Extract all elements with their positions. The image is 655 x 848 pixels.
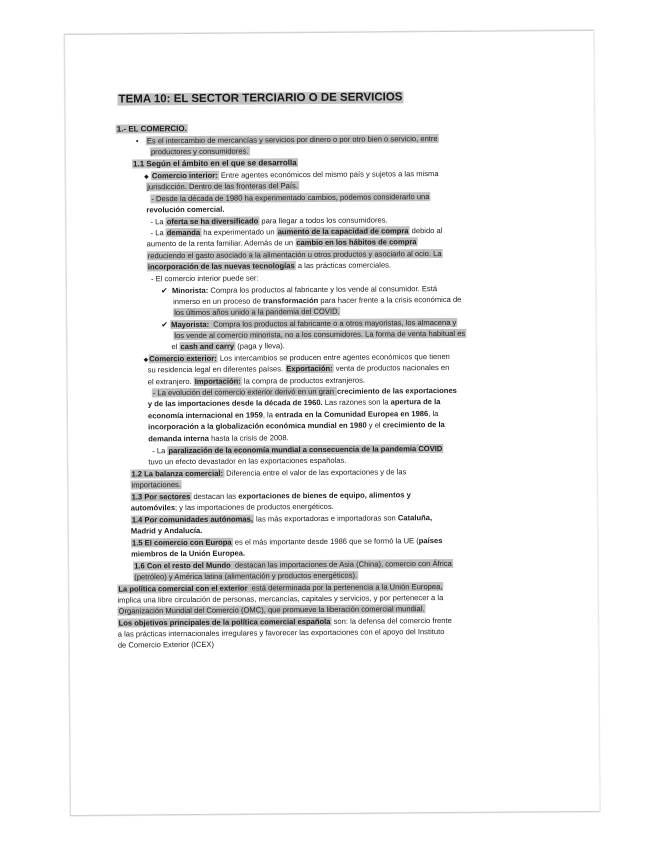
interior-demanda-1: - La demanda ha experimentado un aumento de la capacidad de compra debido al xyxy=(150,226,443,238)
exterior-paralizacion-1: - La paralización de la economía mundial a consecuencia de la pandemia COVID xyxy=(152,444,443,456)
interior-puede-ser: - El comercio interior puede ser: xyxy=(150,273,259,284)
interior-oferta: - La oferta se ha diversificado para llegar a todos los consumidores. xyxy=(150,215,388,227)
mundo-line-2: (petróleo) y América latina (alimentación y productos energéticos). xyxy=(134,570,358,582)
politica-line-3: Organización Mundial del Comercio (OMC), que promueve la liberación comercial mundial. xyxy=(118,604,425,616)
exterior-evolucion-2: y de las importaciones desde la década de 1960. Las razones son la apertura de la xyxy=(147,397,441,409)
definition-line-1: • Es el intercambio de mercancías y servicios por dinero o por otro bien o servicio, entre xyxy=(135,134,438,146)
mayorista-line-3: el cash and carry (paga y lleva). xyxy=(171,341,285,352)
politica-line-1: La política comercial con el exterior está determinada por la pertenencia a la Unión Europea, xyxy=(118,582,443,594)
politica-line-2: implica una libre circulación de personas, mercancías, capitales y servicios, y por pertenecer a la xyxy=(117,593,444,605)
interior-demanda-2: aumento de la renta familiar. Además de un cambio en los hábitos de compra xyxy=(146,237,417,249)
exterior-evolucion-1: - La evolución del comercio exterior derivó en un gran crecimiento de las exportaciones xyxy=(152,385,457,398)
interior-demanda-3: reduciendo el gasto asociado a la alimentación u otros productos y asociarlo al ocio. La xyxy=(147,249,442,261)
europa-line-2: miembros de la Unión Europea. xyxy=(131,548,246,559)
mayorista-line-1: ✔ Mayorista: Compra los productos al fabricante o a otros mayoristas, los almacena y xyxy=(161,317,457,330)
comercio-interior-line-1: ◆ Comercio interior: Entre agentes económicos del mismo país y sujetos a las misma xyxy=(144,169,439,181)
exterior-evolucion-4: incorporación a la globalización económica mundial en 1980 y el crecimiento de la xyxy=(148,420,445,432)
section-heading-comercio: 1.- EL COMERCIO. xyxy=(116,124,187,134)
comercio-exterior-line-1: ◆Comercio exterior: Los intercambios se producen entre agentes económicos que tienen xyxy=(143,351,450,364)
interior-desde-1: - Desde la década de 1980 ha experimentado cambios, podemos considerarlo una xyxy=(151,192,430,204)
comercio-exterior-line-3: el extranjero. Importación: la compra de productos extranjeros. xyxy=(147,375,366,387)
europa-line-1: 1.5 El comercio con Europa es el más importante desde 1986 que se formó la UE (países xyxy=(131,536,443,548)
comunidades-line-2: Madrid y Andalucía. xyxy=(130,525,203,536)
definition-line-2: productores y consumidores. xyxy=(150,146,249,157)
balanza-line-2: importaciones. xyxy=(131,480,181,490)
minorista-line-2: inmerso en un proceso de transformación para hacer frente a la crisis económica de xyxy=(173,294,462,307)
objetivos-line-2: a las prácticas internacionales irregulares y favorecer las exportaciones con el apoyo del Instituto xyxy=(117,627,445,639)
sectores-line-2: automóviles; y las importaciones de productos energéticos. xyxy=(130,501,334,513)
mayorista-line-2: los vende al comercio minorista, no a los consumidores. La forma de venta habitual es xyxy=(174,328,466,341)
minorista-line-1: ✔ Minorista: Compra los productos al fabricante y los vende al consumidor. Está xyxy=(160,284,438,296)
exterior-evolucion-5: demanda interna hasta la crisis de 2008. xyxy=(148,433,289,444)
comunidades-line-1: 1.4 Por comunidades autónomas, las más exportadoras e importadoras son Cataluña, xyxy=(131,513,433,525)
subheading-1-1: 1.1 Según el ámbito en el que se desarrolla xyxy=(132,158,297,169)
balanza-line-1: 1.2 La balanza comercial: Diferencia entre el valor de las exportaciones y de las xyxy=(131,467,407,479)
sectores-line-1: 1.3 Por sectores destacan las exportaciones de bienes de equipo, alimentos y xyxy=(131,490,411,502)
exterior-evolucion-3: economía internacional en 1959, la entrada en la Comunidad Europea en 1986, la xyxy=(147,409,439,421)
mundo-line-1: 1.6 Con el resto del Mundo destacan las importaciones de Asia (China), comercio con África xyxy=(134,558,452,571)
objetivos-line-3: de Comercio Exterior (ICEX) xyxy=(117,639,215,650)
objetivos-line-1: Los objetivos principales de la política comercial española son: la defensa del comercio frente xyxy=(118,615,452,628)
page-title: TEMA 10: EL SECTOR TERCIARIO O DE SERVICIOS xyxy=(118,91,403,106)
interior-desde-2: revolución comercial. xyxy=(146,204,225,215)
exterior-paralizacion-2: tuvo un efecto devastador en las exportaciones españolas. xyxy=(148,455,347,467)
minorista-line-3: los últimos años unido a la pandemia del COVID. xyxy=(174,306,340,318)
comercio-exterior-line-2: su residencia legal en diferentes países. Exportación: venta de productos nacionales en xyxy=(147,362,450,375)
document-page xyxy=(64,30,600,816)
comercio-interior-line-2: jurisdicción. Dentro de las fronteras del País. xyxy=(147,181,298,192)
interior-demanda-4: incorporación de las nuevas tecnologías a las prácticas comerciales. xyxy=(147,260,392,272)
